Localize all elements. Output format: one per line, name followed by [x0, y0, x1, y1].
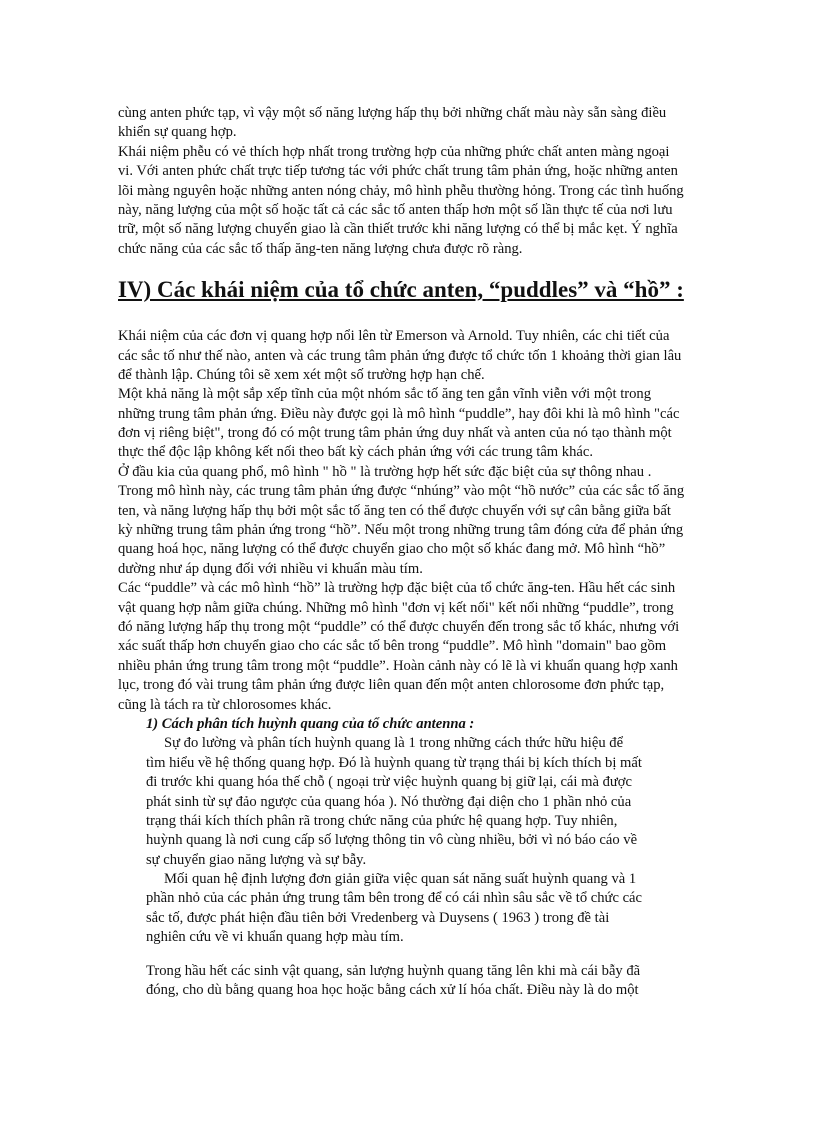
- paragraph-3: [118, 327, 746, 385]
- text-line: các sắc tố như thế nào, anten và các trung tâm phản ứng được tổ chức tốn 1 khoảng thời gian lâu: [118, 347, 682, 364]
- paragraph-4: [118, 385, 746, 463]
- text-line: ten, và năng lượng hấp thụ bởi một sắc tố ăng ten có thể được chuyển với sự cân bằng giữa bất: [118, 502, 671, 519]
- text-line: khiển sự quang hợp.: [118, 124, 237, 141]
- text-line: xác suất thấp hơn chuyển giao cho các sắc tố bên trong “puddle”. Mô hình "domain" bao gồm: [118, 638, 667, 655]
- text-line: những trung tâm phản ứng. Điều này được gọi là mô hình “puddle”, hay đôi khi là mô hình "các: [118, 405, 680, 422]
- text-line: trạng thái kích thích phân rã trong chức năng của phức hệ quang hợp. Tuy nhiên,: [146, 812, 618, 829]
- paragraph-8: [118, 870, 746, 948]
- text-line: đi trước khi quang hóa thế chỗ ( ngoại trừ việc huỳnh quang bị giữ lại, cái mà được: [146, 774, 632, 791]
- paragraph-7: [118, 734, 746, 870]
- spacer: [118, 948, 746, 962]
- text-line: Trong hầu hết các sinh vật quang, sản lượng huỳnh quang tăng lên khi mà cái bẫy đã: [146, 962, 641, 979]
- text-line: Khái niệm của các đơn vị quang hợp nổi lên từ Emerson và Arnold. Tuy nhiên, các chi tiết của: [118, 328, 670, 345]
- text-line: nhiều phản ứng trung tâm trong một “puddle”. Hoàn cảnh này có lẽ là vi khuẩn quang hợp xanh: [118, 657, 678, 674]
- document-page: [118, 104, 746, 1000]
- paragraph-2: [118, 143, 746, 259]
- text-line: vi. Với anten phức chất trực tiếp tương tác với phức chất trung tâm phản ứng, hoặc những anten: [118, 163, 678, 180]
- text-line: chức năng của các sắc tố thấp ăng-ten năng lượng chưa được rõ ràng.: [118, 240, 523, 257]
- text-line: Một khả năng là một sắp xếp tĩnh của một nhóm sắc tố ăng ten gắn vĩnh viễn với một trong: [118, 386, 651, 403]
- paragraph-1: [118, 104, 746, 143]
- paragraph-9: [118, 962, 746, 1001]
- text-line: cũng là tách ra từ chlorosomes khác.: [118, 696, 332, 713]
- text-line: phần nhỏ của các phản ứng trung tâm bên trong để có cái nhìn sâu sắc về tổ chức các: [146, 890, 643, 907]
- paragraph-5: [118, 463, 746, 579]
- text-line: đơn vị riêng biệt", trong đó có một trung tâm phản ứng duy nhất và anten của nó tạo thành một: [118, 425, 672, 442]
- text-line: này, năng lượng của một số hoặc tất cả các sắc tố anten thấp hơn một số lần thực tế của nơi lưu: [118, 201, 673, 218]
- text-line: Khái niệm phễu có vẻ thích hợp nhất trong trường hợp của những phức chất anten màng ngoại: [118, 143, 670, 160]
- text-line: sự chuyển giao năng lượng và sự bẫy.: [146, 851, 367, 868]
- text-line: đó năng lượng hấp thụ trong một “puddle” có thể được chuyển đến trong sắc tố khác, nhưng với: [118, 618, 680, 635]
- text-line: Trong mô hình này, các trung tâm phản ứng được “nhúng” vào một “hồ nước” của các sắc tố ăng: [118, 483, 685, 500]
- text-line: Sự đo lường và phân tích huỳnh quang là 1 trong những cách thức hữu hiệu để: [164, 735, 624, 752]
- text-line: kỳ những trung tâm phản ứng trong “hồ”. Nếu một trong những trung tâm đóng cửa để phản ứng: [118, 522, 684, 539]
- text-line: phát sinh từ sự đảo ngược của quang hóa ). Nó thường đại diện cho 1 phần nhỏ của: [146, 793, 632, 810]
- text-line: cùng anten phức tạp, vì vậy một số năng lượng hấp thụ bởi những chất màu này sẵn sàng điều: [118, 105, 667, 121]
- text-line: lục, trong đó vài trung tâm phản ứng được liên quan đến một anten chlorosome đơn phức tạp,: [118, 677, 665, 694]
- text-line: nghiên cứu về vi khuẩn quang hợp màu tím.: [146, 929, 404, 946]
- text-line: Các “puddle” và các mô hình “hồ” là trường hợp đặc biệt của tổ chức ăng-ten. Hầu hết các sinh: [118, 580, 676, 597]
- subsection-heading: 1) Cách phân tích huỳnh quang của tổ chức antenna :: [146, 715, 475, 732]
- text-line: lõi màng nguyên hoặc những anten nóng chảy, mô hình phễu thường hỏng. Trong các tình huống: [118, 182, 684, 199]
- text-line: dường như áp dụng đối với nhiều vi khuẩn màu tím.: [118, 560, 423, 577]
- text-line: vật quang hợp nằm giữa chúng. Những mô hình "đơn vị kết nối" kết nối những “puddle”, trong: [118, 599, 674, 616]
- text-line: Mối quan hệ định lượng đơn giản giữa việc quan sát năng suất huỳnh quang và 1: [164, 871, 637, 888]
- text-line: thực thể độc lập không kết nối theo bất kỳ cách phản ứng với các trung tâm khác.: [118, 444, 593, 461]
- text-line: huỳnh quang là nơi cung cấp số lượng thông tin vô cùng nhiều, bởi vì nó báo cáo về: [146, 832, 638, 849]
- text-line: quang hoá học, năng lượng có thể được chuyển giao cho một số khác đang mở. Mô hình “hồ”: [118, 541, 666, 558]
- text-line: tìm hiểu về hệ thống quang hợp. Đó là huỳnh quang từ trạng thái bị kích thích bị mất: [146, 754, 642, 771]
- text-line: Ở đầu kia của quang phổ, mô hình " hồ " là trường hợp hết sức đặc biệt của sự thông nhau .: [118, 463, 652, 480]
- text-line: trữ, một số năng lượng chuyển giao là cần thiết trước khi năng lượng có thể bị mắc kẹt. Ý nghĩa: [118, 221, 678, 238]
- text-line: sắc tố, được phát hiện đầu tiên bởi Vredenberg và Duysens ( 1963 ) trong đề tài: [146, 909, 610, 926]
- paragraph-6: [118, 579, 746, 715]
- section-heading: IV) Các khái niệm của tổ chức anten, “puddles” và “hồ” :: [118, 277, 684, 303]
- text-line: đóng, cho dù bằng quang hoa học hoặc bằng cách xử lí hóa chất. Điều này là do một: [146, 982, 639, 999]
- text-line: để thành lập. Chúng tôi sẽ xem xét một số trường hợp hạn chế.: [118, 366, 485, 383]
